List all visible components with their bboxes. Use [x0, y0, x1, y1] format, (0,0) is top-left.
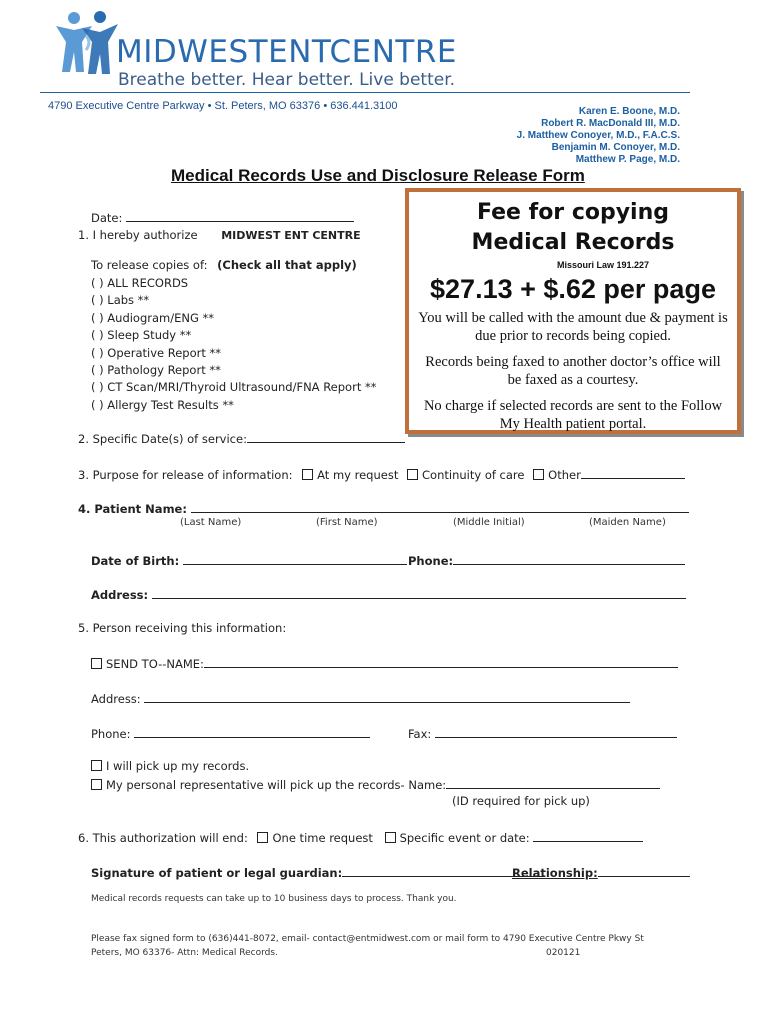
- doctor-name: J. Matthew Conoyer, M.D., F.A.C.S.: [516, 130, 680, 141]
- pickup-self-checkbox[interactable]: [91, 760, 102, 771]
- specific-dates-row: [78, 430, 405, 446]
- fee-box: [405, 188, 741, 434]
- fee-text-payment: You will be called with the amount due & payment is due prior to records being copied.: [418, 310, 728, 344]
- patient-name-field[interactable]: [191, 500, 689, 513]
- pickup-self-row: [91, 759, 249, 773]
- authorize-label: 1. I hereby authorize: [78, 228, 198, 242]
- form-code: 020121: [546, 948, 581, 958]
- signature-label: Signature of patient or legal guardian:: [91, 866, 343, 880]
- dob-field[interactable]: [183, 552, 407, 565]
- person-receiving-label: 5. Person receiving this information:: [78, 621, 287, 635]
- purpose-continuity-label: Continuity of care: [422, 468, 525, 482]
- recipient-fax-field[interactable]: [435, 725, 677, 738]
- logo-figures-icon: [52, 8, 124, 80]
- pickup-self-label: I will pick up my records.: [106, 759, 250, 773]
- relationship-field[interactable]: [598, 864, 690, 877]
- relationship-row: [512, 864, 690, 880]
- release-items-list: [91, 275, 376, 414]
- phone-label: Phone:: [408, 554, 454, 568]
- doctor-name: Benjamin M. Conoyer, M.D.: [551, 142, 680, 153]
- form-title: Medical Records Use and Disclosure Release Form: [171, 166, 585, 185]
- relationship-label: Relationship:: [512, 866, 598, 880]
- header-rule: [40, 92, 690, 93]
- one-time-checkbox[interactable]: [257, 832, 268, 843]
- recipient-fax-row: [408, 725, 677, 741]
- authorize-value: MIDWEST ENT CENTRE: [221, 229, 361, 242]
- send-to-name-field[interactable]: [204, 655, 678, 668]
- recipient-phone-field[interactable]: [134, 725, 370, 738]
- recipient-phone-label: Phone:: [91, 727, 131, 741]
- pickup-rep-name-field[interactable]: [446, 776, 660, 789]
- logo-name: MIDWESTENTCENTRE: [116, 34, 457, 70]
- phone-field[interactable]: [453, 552, 685, 565]
- date-label: Date:: [91, 211, 123, 225]
- send-to-label: SEND TO--NAME:: [106, 657, 204, 671]
- name-part-maiden: (Maiden Name): [589, 517, 666, 528]
- purpose-row: [78, 466, 685, 482]
- release-label: To release copies of:: [91, 258, 208, 272]
- fee-law: Missouri Law 191.227: [556, 260, 649, 270]
- specific-event-field[interactable]: [533, 829, 643, 842]
- fee-text-fax: Records being faxed to another doctor’s office will be faxed as a courtesy.: [425, 354, 721, 388]
- signature-row: [91, 864, 544, 880]
- doctor-name: Robert R. MacDonald III, M.D.: [541, 118, 680, 129]
- send-to-row: [91, 655, 678, 671]
- address-field[interactable]: [152, 586, 686, 599]
- address-label: Address:: [91, 588, 149, 602]
- recipient-address-label: Address:: [91, 692, 141, 706]
- release-item-all-records[interactable]: ( ) ALL RECORDS: [91, 276, 189, 290]
- purpose-continuity-checkbox[interactable]: [407, 469, 418, 480]
- purpose-label: 3. Purpose for release of information:: [78, 468, 293, 482]
- doctors-list: [517, 106, 680, 166]
- fee-text-portal: No charge if selected records are sent to the Follow My Health patient portal.: [423, 398, 723, 432]
- pickup-rep-row: [91, 776, 660, 792]
- purpose-other-label: Other: [548, 468, 581, 482]
- name-part-last: (Last Name): [180, 517, 242, 528]
- patient-name-label: 4. Patient Name:: [78, 502, 187, 516]
- doctor-name: Karen E. Boone, M.D.: [578, 106, 680, 117]
- date-row: [91, 209, 354, 225]
- name-part-first: (First Name): [316, 517, 378, 528]
- dob-row: [91, 552, 407, 568]
- release-item-allergy-test[interactable]: ( ) Allergy Test Results **: [91, 397, 234, 412]
- address-row: [91, 586, 686, 602]
- specific-event-label: Specific event or date:: [399, 831, 530, 845]
- id-required-note: (ID required for pick up): [452, 794, 590, 808]
- specific-dates-field[interactable]: [247, 430, 405, 443]
- fee-price: $27.13 + $.62 per page: [430, 274, 716, 304]
- release-item-operative-report[interactable]: ( ) Operative Report **: [91, 345, 222, 360]
- specific-dates-label: 2. Specific Date(s) of service:: [78, 432, 247, 446]
- name-part-middle: (Middle Initial): [453, 517, 525, 528]
- doctor-name: Matthew P. Page, M.D.: [575, 154, 680, 165]
- recipient-fax-label: Fax:: [408, 727, 432, 741]
- purpose-at-request-checkbox[interactable]: [302, 469, 313, 480]
- release-heading: [91, 258, 357, 272]
- release-item-audiogram[interactable]: ( ) Audiogram/ENG **: [91, 310, 215, 325]
- practice-address: 4790 Executive Centre Parkway • St. Peters, MO 63376 • 636.441.3100: [48, 100, 398, 112]
- recipient-address-field[interactable]: [144, 690, 630, 703]
- specific-event-checkbox[interactable]: [385, 832, 396, 843]
- release-item-pathology-report[interactable]: ( ) Pathology Report **: [91, 363, 221, 378]
- purpose-other-checkbox[interactable]: [533, 469, 544, 480]
- fax-note-line1: Please fax signed form to (636)441-8072, email- contact@entmidwest.com or mail form to 4790 Executive Centre Pkwy St: [91, 934, 644, 944]
- pickup-rep-checkbox[interactable]: [91, 779, 102, 790]
- purpose-at-request-label: At my request: [317, 468, 399, 482]
- authorization-end-row: [78, 829, 643, 845]
- authorize-row: [78, 228, 361, 242]
- release-check-note: (Check all that apply): [217, 258, 357, 272]
- dob-label: Date of Birth:: [91, 554, 180, 568]
- recipient-address-row: [91, 690, 630, 706]
- release-item-labs[interactable]: ( ) Labs **: [91, 293, 150, 308]
- processing-note: Medical records requests can take up to 10 business days to process. Thank you.: [91, 894, 457, 904]
- phone-row: [408, 552, 685, 568]
- date-field[interactable]: [126, 209, 354, 222]
- send-to-checkbox[interactable]: [91, 658, 102, 669]
- release-item-sleep-study[interactable]: ( ) Sleep Study **: [91, 328, 192, 343]
- one-time-label: One time request: [272, 831, 373, 845]
- purpose-other-field[interactable]: [581, 466, 685, 479]
- tagline: Breathe better. Hear better. Live better.: [118, 70, 456, 90]
- fee-title-line1: Fee for copying: [476, 200, 670, 225]
- fee-title-line2: Medical Records: [471, 230, 675, 255]
- fax-note-line2: Peters, MO 63376- Attn: Medical Records.: [91, 948, 278, 958]
- authorization-end-label: 6. This authorization will end:: [78, 831, 248, 845]
- release-item-ct-scan[interactable]: ( ) CT Scan/MRI/Thyroid Ultrasound/FNA Report **: [91, 380, 377, 395]
- recipient-phone-row: [91, 725, 370, 741]
- pickup-rep-label: My personal representative will pick up the records- Name:: [106, 778, 447, 792]
- patient-name-row: [78, 500, 689, 516]
